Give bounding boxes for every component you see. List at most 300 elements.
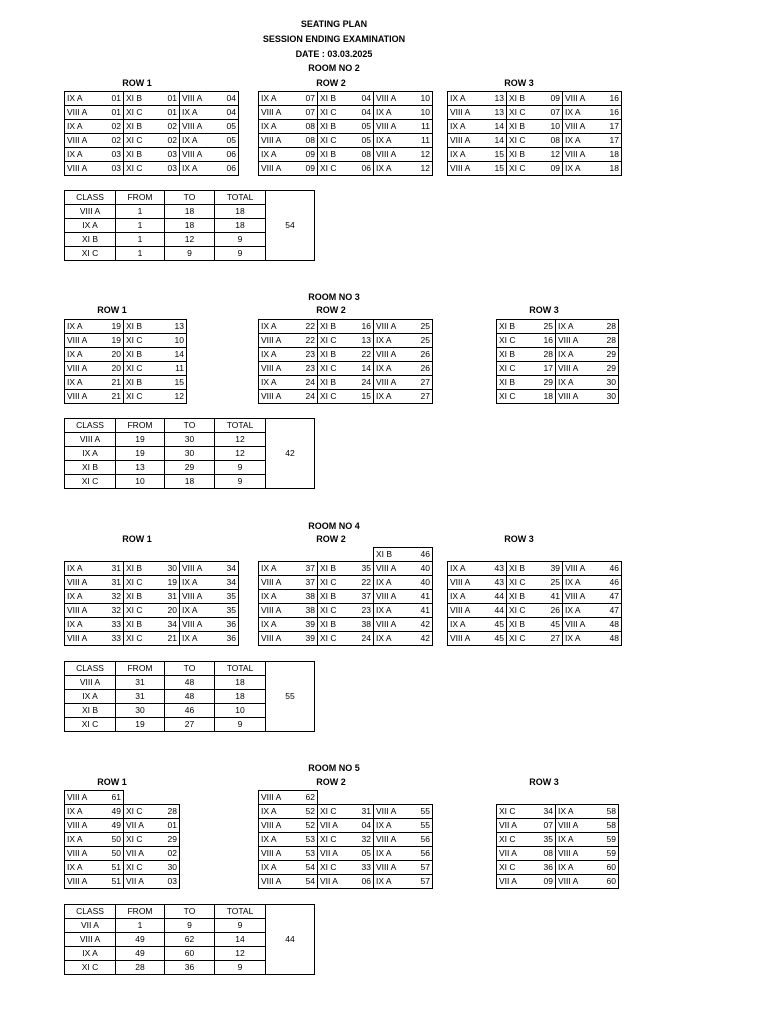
summary-from: 31	[116, 690, 165, 704]
seat-number: 34	[217, 576, 239, 590]
seat-number: 55	[411, 805, 433, 819]
seat-number: 36	[217, 618, 239, 632]
seat-class: XI C	[497, 362, 535, 376]
seat-row	[497, 805, 619, 819]
seat-class	[180, 875, 218, 889]
summary-to: 18	[165, 219, 215, 233]
seat-class: XI B	[497, 376, 535, 390]
seat-class: XI C	[318, 134, 353, 148]
seat-class: VIII A	[65, 362, 103, 376]
seat-number: 05	[352, 134, 374, 148]
row-label: ROW 1	[97, 777, 127, 787]
seat-class: XI C	[497, 833, 535, 847]
seat-class: VIII A	[556, 819, 598, 833]
seat-class: VIII A	[563, 92, 601, 106]
seat-number: 11	[165, 362, 187, 376]
seat-class: XI B	[507, 590, 542, 604]
seat-number: 17	[600, 134, 622, 148]
seat-class: VIII A	[65, 632, 103, 646]
seat-row	[448, 134, 622, 148]
seat-row	[497, 334, 619, 348]
seat-number: 47	[600, 604, 622, 618]
seat-number: 37	[296, 576, 318, 590]
row-label: ROW 1	[97, 305, 127, 315]
seat-row	[497, 861, 619, 875]
seat-number: 53	[296, 833, 318, 847]
seat-number: 34	[158, 618, 180, 632]
seat-class: XI C	[497, 334, 535, 348]
summary-from: 31	[116, 676, 165, 690]
seat-number: 04	[217, 106, 239, 120]
seat-class	[318, 548, 353, 562]
seat-number: 57	[411, 861, 433, 875]
seat-row	[448, 590, 622, 604]
seat-class: VIII A	[374, 92, 412, 106]
seat-class: IX A	[65, 562, 103, 576]
seat-number: 24	[352, 632, 374, 646]
seat-number: 55	[411, 819, 433, 833]
seat-class: IX A	[65, 861, 103, 875]
summary-class: XI B	[65, 461, 116, 475]
seat-class: XI B	[507, 562, 542, 576]
summary-to: 27	[165, 718, 215, 732]
seat-class: VII A	[124, 819, 159, 833]
summary-to: 62	[165, 933, 215, 947]
seat-row	[497, 320, 619, 334]
seat-class: VIII A	[374, 320, 412, 334]
room-grand-total: 55	[266, 662, 315, 732]
seat-row	[259, 861, 433, 875]
summary-total: 9	[215, 475, 266, 489]
seat-row	[448, 562, 622, 576]
summary-to: 18	[165, 475, 215, 489]
seat-row	[259, 390, 433, 404]
seat-class: VII A	[318, 819, 353, 833]
summary-header: TOTAL	[215, 191, 266, 205]
summary-header-row	[65, 191, 315, 205]
seat-class: VIII A	[259, 576, 297, 590]
seat-row	[65, 320, 187, 334]
row-label: ROW 3	[529, 777, 559, 787]
summary-total: 10	[215, 704, 266, 718]
seat-number: 19	[102, 334, 124, 348]
seat-number: 58	[597, 805, 619, 819]
seat-number: 04	[352, 92, 374, 106]
seat-number: 06	[352, 162, 374, 176]
seat-number: 61	[102, 791, 124, 805]
seat-class: XI C	[507, 576, 542, 590]
seat-class: IX A	[448, 148, 486, 162]
seat-row	[65, 390, 187, 404]
seat-class: VIII A	[259, 390, 297, 404]
summary-class: XI C	[65, 247, 116, 261]
room-grand-total: 44	[266, 905, 315, 975]
seat-number: 34	[217, 562, 239, 576]
seat-class: XI B	[507, 618, 542, 632]
seat-class	[124, 791, 159, 805]
seat-number: 08	[296, 120, 318, 134]
seat-class: XI B	[507, 148, 542, 162]
seat-number: 28	[597, 334, 619, 348]
seat-class: IX A	[65, 92, 103, 106]
seat-number: 49	[102, 819, 124, 833]
seat-number: 43	[485, 576, 507, 590]
summary-header: TOTAL	[215, 662, 266, 676]
seat-row	[65, 632, 239, 646]
seat-number: 36	[534, 861, 556, 875]
seat-row	[448, 618, 622, 632]
summary-total: 14	[215, 933, 266, 947]
seat-class: XI C	[318, 604, 353, 618]
seat-number: 14	[485, 120, 507, 134]
seat-class: XI C	[124, 861, 159, 875]
seat-number: 39	[296, 618, 318, 632]
seat-number: 01	[102, 106, 124, 120]
seat-class: VIII A	[180, 618, 218, 632]
seat-number: 31	[102, 576, 124, 590]
seat-table	[496, 319, 619, 404]
seat-row	[259, 134, 433, 148]
summary-total: 9	[215, 461, 266, 475]
seat-class: XI C	[507, 162, 542, 176]
seat-class: VIII A	[448, 162, 486, 176]
summary-from: 30	[116, 704, 165, 718]
seat-number: 59	[597, 847, 619, 861]
summary-class: VIII A	[65, 205, 116, 219]
room-title: ROOM NO 3	[308, 292, 360, 302]
seat-number: 42	[411, 618, 433, 632]
seat-number	[352, 791, 374, 805]
seat-class: IX A	[259, 618, 297, 632]
summary-total: 18	[215, 205, 266, 219]
seat-class: XI B	[497, 320, 535, 334]
seat-number: 35	[217, 604, 239, 618]
seat-number: 51	[102, 875, 124, 889]
seat-class: XI B	[318, 376, 353, 390]
seat-class: XI B	[497, 348, 535, 362]
title-date: DATE : 03.03.2025	[295, 49, 373, 59]
seat-row	[497, 819, 619, 833]
seat-class: VIII A	[448, 576, 486, 590]
seat-class: IX A	[556, 376, 598, 390]
seat-class: IX A	[374, 390, 412, 404]
seat-class	[374, 791, 412, 805]
seat-number: 16	[600, 92, 622, 106]
seat-number: 23	[296, 348, 318, 362]
seat-number: 27	[541, 632, 563, 646]
seat-row	[497, 833, 619, 847]
seat-row	[259, 875, 433, 889]
seat-class: VIII A	[556, 390, 598, 404]
seat-class: VIII A	[374, 376, 412, 390]
summary-total: 9	[215, 247, 266, 261]
seat-class	[180, 833, 218, 847]
seat-row	[259, 376, 433, 390]
seat-class	[180, 847, 218, 861]
seat-class: XI B	[124, 92, 159, 106]
seat-number: 54	[296, 861, 318, 875]
seat-number: 46	[600, 562, 622, 576]
summary-class: XI C	[65, 961, 116, 975]
seat-class: VIII A	[180, 92, 218, 106]
seat-number: 35	[534, 833, 556, 847]
summary-header: TO	[165, 905, 215, 919]
seat-row	[259, 92, 433, 106]
seat-class: IX A	[259, 148, 297, 162]
seat-class: IX A	[259, 590, 297, 604]
seat-row	[65, 875, 239, 889]
seat-number: 41	[411, 604, 433, 618]
seat-class: IX A	[374, 819, 412, 833]
seat-number: 13	[165, 320, 187, 334]
seat-number: 10	[411, 92, 433, 106]
seat-class: XI C	[124, 576, 159, 590]
seat-number: 37	[296, 562, 318, 576]
seat-row	[259, 833, 433, 847]
seat-table	[258, 790, 433, 889]
seat-class: XI C	[507, 106, 542, 120]
summary-total: 12	[215, 447, 266, 461]
seat-number: 03	[102, 162, 124, 176]
seat-number: 29	[534, 376, 556, 390]
seat-number	[411, 791, 433, 805]
seat-number: 32	[102, 590, 124, 604]
seat-number: 38	[296, 590, 318, 604]
seat-number: 10	[411, 106, 433, 120]
seat-class: XI B	[374, 548, 412, 562]
seat-number: 45	[485, 618, 507, 632]
seat-number: 29	[597, 362, 619, 376]
seat-class: XI C	[497, 861, 535, 875]
seat-number: 35	[352, 562, 374, 576]
summary-header: CLASS	[65, 419, 116, 433]
seat-class: IX A	[180, 604, 218, 618]
seat-class: IX A	[259, 562, 297, 576]
seat-number: 60	[597, 861, 619, 875]
seat-row	[448, 92, 622, 106]
seat-number: 30	[597, 390, 619, 404]
seat-class: IX A	[65, 376, 103, 390]
summary-from: 19	[116, 433, 165, 447]
seat-number: 15	[165, 376, 187, 390]
room-title: ROOM NO 4	[308, 521, 360, 531]
summary-total: 18	[215, 690, 266, 704]
summary-header: TO	[165, 191, 215, 205]
seat-class: VII A	[124, 847, 159, 861]
seat-class: XI B	[124, 562, 159, 576]
seat-row	[259, 805, 433, 819]
seat-number: 11	[411, 134, 433, 148]
seat-number: 50	[102, 847, 124, 861]
seat-table	[64, 319, 187, 404]
seat-class: IX A	[556, 348, 598, 362]
seat-class: IX A	[65, 320, 103, 334]
seat-class: VIII A	[65, 847, 103, 861]
summary-table	[64, 661, 315, 732]
seat-number: 30	[158, 861, 180, 875]
seat-row	[259, 819, 433, 833]
seat-number: 07	[296, 106, 318, 120]
seat-number: 22	[352, 576, 374, 590]
seat-number: 08	[541, 134, 563, 148]
summary-total: 12	[215, 433, 266, 447]
summary-header: TO	[165, 419, 215, 433]
seat-number: 24	[296, 390, 318, 404]
summary-total: 18	[215, 676, 266, 690]
seat-class: XI C	[507, 604, 542, 618]
seat-class: IX A	[259, 120, 297, 134]
seat-number: 06	[352, 875, 374, 889]
seat-number: 10	[165, 334, 187, 348]
seat-class: IX A	[65, 120, 103, 134]
seat-number: 46	[411, 548, 433, 562]
seat-class: XI C	[318, 805, 353, 819]
seat-number: 62	[296, 791, 318, 805]
seat-class: IX A	[448, 618, 486, 632]
seat-row	[65, 92, 239, 106]
seat-number: 28	[597, 320, 619, 334]
summary-total: 9	[215, 718, 266, 732]
seat-class: XI B	[507, 92, 542, 106]
seat-number: 38	[296, 604, 318, 618]
seat-number: 28	[534, 348, 556, 362]
seat-row	[259, 106, 433, 120]
seat-class	[180, 805, 218, 819]
seat-row	[448, 106, 622, 120]
seat-number: 25	[534, 320, 556, 334]
seat-number: 38	[352, 618, 374, 632]
summary-to: 30	[165, 447, 215, 461]
seat-class: VIII A	[556, 875, 598, 889]
seat-class: XI C	[124, 134, 159, 148]
summary-table	[64, 418, 315, 489]
seat-class: IX A	[259, 376, 297, 390]
seat-row	[65, 376, 187, 390]
summary-header: CLASS	[65, 191, 116, 205]
seat-number: 02	[158, 847, 180, 861]
seat-number: 21	[158, 632, 180, 646]
seat-number: 26	[411, 348, 433, 362]
seat-number: 02	[158, 134, 180, 148]
summary-header: TO	[165, 662, 215, 676]
summary-total: 9	[215, 919, 266, 933]
seat-number: 19	[158, 576, 180, 590]
seat-row	[497, 376, 619, 390]
seat-number: 52	[296, 819, 318, 833]
seat-class: XI C	[318, 632, 353, 646]
seat-row	[65, 576, 239, 590]
seat-class: IX A	[259, 805, 297, 819]
seat-number: 14	[485, 134, 507, 148]
seat-number: 07	[534, 819, 556, 833]
seat-number: 12	[541, 148, 563, 162]
seat-class: XI B	[124, 320, 166, 334]
seat-class: IX A	[259, 92, 297, 106]
seat-class: IX A	[374, 632, 412, 646]
seat-number: 05	[217, 134, 239, 148]
seat-class: VIII A	[448, 106, 486, 120]
seat-class: VIII A	[65, 604, 103, 618]
seat-table	[258, 547, 433, 646]
seat-number: 09	[541, 92, 563, 106]
seat-class: IX A	[374, 162, 412, 176]
seat-class: VIII A	[180, 120, 218, 134]
seat-row	[259, 632, 433, 646]
seat-number: 04	[352, 106, 374, 120]
seat-number: 04	[217, 92, 239, 106]
seat-row	[65, 134, 239, 148]
seat-row	[259, 162, 433, 176]
summary-class: XI B	[65, 233, 116, 247]
seat-row	[448, 632, 622, 646]
seat-number: 13	[485, 106, 507, 120]
seat-row	[448, 148, 622, 162]
seat-class: IX A	[180, 162, 218, 176]
seat-class: XI B	[507, 120, 542, 134]
seat-class: VIII A	[65, 875, 103, 889]
seat-class: VIII A	[180, 148, 218, 162]
seat-class: XI B	[318, 120, 353, 134]
seat-class: IX A	[563, 162, 601, 176]
seat-number: 01	[102, 92, 124, 106]
seat-number: 50	[102, 833, 124, 847]
summary-header: FROM	[116, 419, 165, 433]
seat-class: VIII A	[448, 604, 486, 618]
seat-number: 12	[411, 162, 433, 176]
seat-number: 16	[534, 334, 556, 348]
seat-number: 47	[600, 590, 622, 604]
seat-class: VIII A	[563, 148, 601, 162]
seat-table	[64, 790, 239, 889]
seat-number: 44	[485, 604, 507, 618]
seat-class: VII A	[318, 875, 353, 889]
seat-class	[318, 791, 353, 805]
summary-class: IX A	[65, 447, 116, 461]
row-label: ROW 2	[316, 78, 346, 88]
seat-number: 10	[541, 120, 563, 134]
seat-class: VIII A	[374, 590, 412, 604]
summary-header: TOTAL	[215, 905, 266, 919]
seat-number: 48	[600, 632, 622, 646]
seat-number	[218, 847, 239, 861]
summary-to: 30	[165, 433, 215, 447]
seat-class: XI C	[124, 390, 166, 404]
seat-row	[259, 320, 433, 334]
seat-number: 08	[534, 847, 556, 861]
seat-number	[218, 861, 239, 875]
seat-class: XI C	[124, 604, 159, 618]
summary-to: 60	[165, 947, 215, 961]
seat-number: 17	[600, 120, 622, 134]
seat-row	[448, 604, 622, 618]
seat-number: 39	[296, 632, 318, 646]
seat-class: IX A	[556, 833, 598, 847]
seat-row	[65, 162, 239, 176]
seat-number: 20	[102, 362, 124, 376]
seat-number	[218, 791, 239, 805]
seat-number: 09	[541, 162, 563, 176]
seat-number: 17	[534, 362, 556, 376]
seat-class: VIII A	[259, 134, 297, 148]
seat-class: XI C	[124, 334, 166, 348]
seat-class: VIII A	[259, 604, 297, 618]
title-session: SESSION ENDING EXAMINATION	[262, 34, 406, 44]
seat-table	[64, 561, 239, 646]
seat-row	[65, 348, 187, 362]
seat-row	[259, 847, 433, 861]
seat-class: IX A	[448, 92, 486, 106]
seat-number: 57	[411, 875, 433, 889]
